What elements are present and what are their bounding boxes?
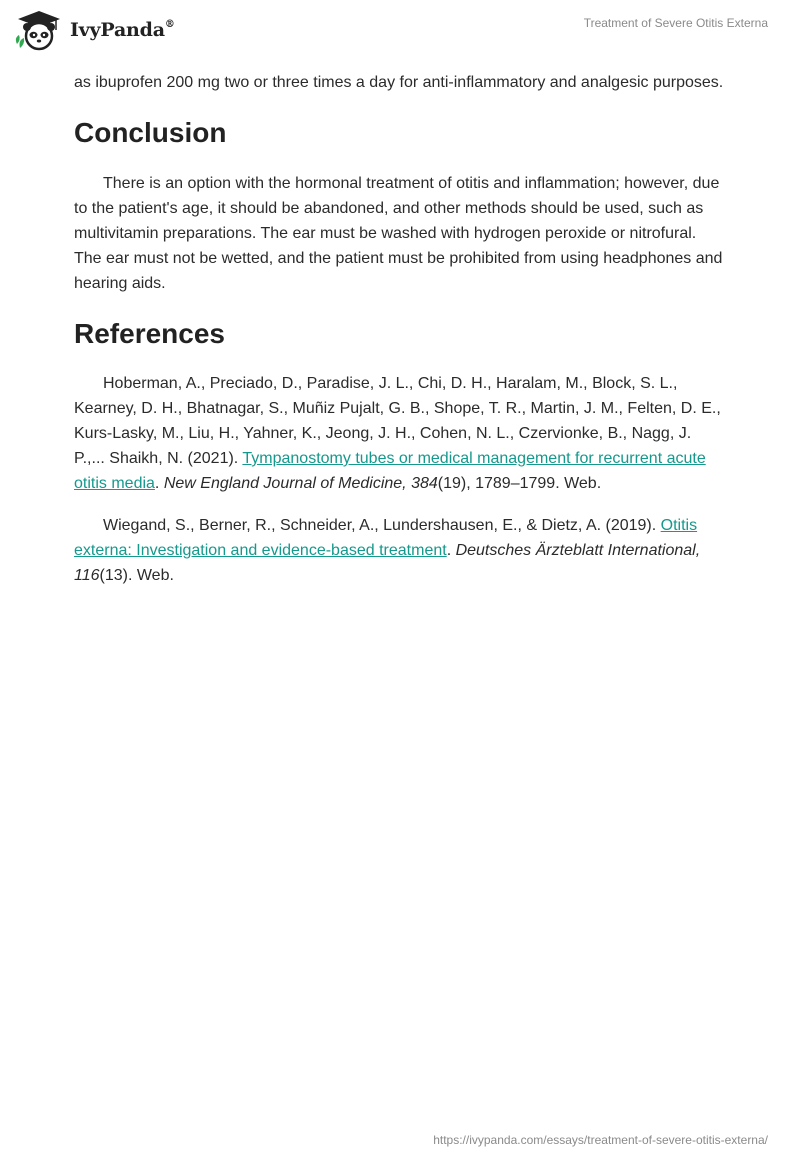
reference-details: (13). Web. xyxy=(99,567,174,584)
reference-punctuation: . xyxy=(154,475,164,492)
reference-link[interactable]: Tympanostomy tubes or medical management for recurrent acute otitis media xyxy=(74,450,706,492)
reference-authors: Hoberman, A., Preciado, D., Paradise, J. L., Chi, D. H., Haralam, M., Block, S. L., Kearney, D. H., Bhatnagar, S., Muñiz Pujalt, G. B., Shope, T. R., Martin, J. M., Felten, D. E., Kurs-Lasky, M., Liu, H., Yahner, K., Jeong, J. H., Cohen, N. L., Czervionke, B., Nagg, J. P.,... Shaikh, N. (2021). xyxy=(74,375,721,467)
reference-journal: New England Journal of Medicine, 384 xyxy=(163,475,438,492)
conclusion-heading: Conclusion xyxy=(74,117,227,148)
logo-wordmark: IvyPanda® xyxy=(70,18,175,41)
essay-content xyxy=(74,70,726,605)
intro-paragraph: as ibuprofen 200 mg two or three times a day for anti-inflammatory and analgesic purposes. xyxy=(74,74,724,91)
reference-item xyxy=(74,513,726,588)
footer-url[interactable]: https://ivypanda.com/essays/treatment-of-severe-otitis-externa/ xyxy=(433,1133,768,1147)
reference-journal: Deutsches Ärzteblatt International, 116 xyxy=(74,542,701,584)
reference-punctuation: . xyxy=(446,542,456,559)
panda-graduate-icon xyxy=(14,8,64,52)
reference-authors: Wiegand, S., Berner, R., Schneider, A., Lundershausen, E., & Dietz, A. (2019). xyxy=(103,517,661,534)
conclusion-paragraph: There is an option with the hormonal treatment of otitis and inflammation; however, due to the patient's age, it should be abandoned, and other methods should be used, such as multivitamin preparations. The ear must be washed with hydrogen peroxide or nitrofural. The ear must not be wetted, and the patient must be prohibited from using headphones and hearing aids. xyxy=(74,175,723,292)
page-header xyxy=(0,0,800,66)
references-heading: References xyxy=(74,318,225,349)
ivypanda-logo[interactable] xyxy=(14,8,175,52)
reference-details: (19), 1789–1799. Web. xyxy=(437,475,602,492)
document-title: Treatment of Severe Otitis Externa xyxy=(583,16,768,30)
reference-link[interactable]: Otitis externa: Investigation and evidence-based treatment xyxy=(74,517,698,559)
reference-item xyxy=(74,371,726,496)
